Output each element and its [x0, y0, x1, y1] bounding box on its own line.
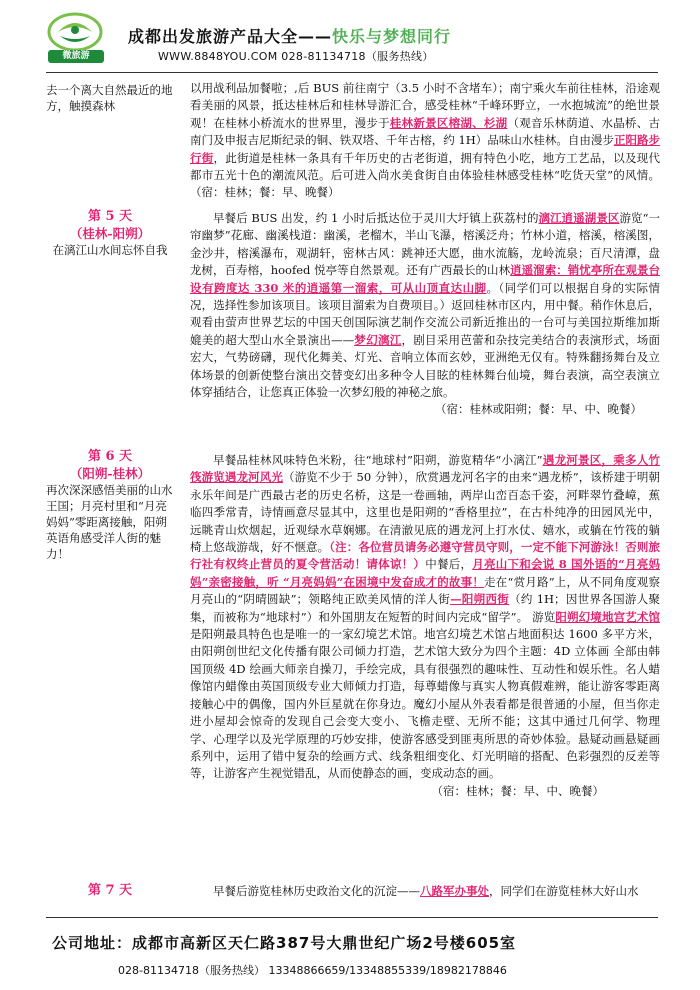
day6-highlight-art-museum: 阳朔幻境地宫艺术馆 — [555, 609, 660, 624]
day6-text-3: 中餐后， — [425, 557, 473, 572]
day5-text-2: 游览“一帘幽梦”花廊、幽溪栈道：幽溪，老榴木，半山飞瀑，榕溪泛舟；竹林小道，榕溪，榕溪图，金沙井，榕溪瀑布，观湖轩，密林古风：跳神还大愿，曲水流觞，龙岭流泉；百尺清潭，盘龙树，百寿榕，hoofed 悦亭等自然景观。还有广西最长的山林 — [190, 211, 661, 278]
day4-highlight-street: 正阳路步行街 — [190, 133, 661, 165]
day6-title: 第 6 天 — [87, 449, 133, 464]
day6-meal-note: （宿：桂林；餐：早、中、晚餐） — [431, 783, 604, 798]
day7-title: 第 7 天 — [87, 883, 133, 898]
day5-text-1: 早餐后 BUS 出发，约 1 小时后抵达位于灵川大圩镇上荻荔村的 — [213, 211, 539, 225]
day6-highlight-west-street: —阳朔西街 — [450, 592, 510, 607]
day5-text-4: ，剧目采用芭蕾和杂技完美结合的表演形式，场面宏大，气势磅礴，现代化舞美、灯光、音响立体而玄妙，亚洲绝无仅有。特殊翻扬舞台及立体场景的创新使整台演出交替变幻出多种令人目眩的桂林舞台仙境，舞台表演，高空表演立体穿插结合，让您真正体验一次梦幻般的神秘之旅。 — [190, 332, 661, 400]
brand-title — [128, 24, 451, 47]
day4-text-3: ，此街道是桂林一条具有千年历史的古老街道，拥有特色小吃，地方工艺品，以及现代都市五光十色的潮流风范。后可进入尚水美食街自由体验桂林感受桂林“吃货天堂”的风情。（宿：桂林；餐：早、晚餐） — [190, 150, 660, 200]
brand-subtitle: WWW.8848YOU.COM 028-81134718（服务热线） — [158, 50, 434, 63]
day5-highlight-show: 梦幻漓江 — [354, 332, 402, 347]
day5-title: 第 5 天 — [87, 209, 133, 224]
logo-text: 微旅游 — [48, 50, 104, 63]
brand-slogan: 快乐与梦想同行 — [332, 27, 452, 46]
day6-text-5: （约 1H；因世界各国游人聚集，而被称为“地球村”）和外国朋友在短暂的时间内完成“留学”。 游览 — [190, 592, 661, 624]
day7-text-2: ，同学们在游览桂林大好山水 — [489, 884, 639, 898]
footer-divider — [46, 917, 658, 918]
brand-title-main: 成都出发旅游产品大全—— — [128, 27, 333, 46]
day5-text-3: 。（同学们可以根据自身的实际情况，选择性参加该项目。该项目溜索为自费项目。）返回桂林市区内，用中餐。稍作休息后，观看由萤声世界艺坛的中国天创国际演艺制作交流公司新近推出的一台可与美国拉斯维加斯媲美的超大型山水全景演出—— — [190, 280, 660, 347]
day7-highlight-office: 八路军办事处 — [420, 884, 489, 898]
day4-description — [190, 80, 660, 202]
day4-text-1: 以用战利品加餐啦；,后 BUS 前往南宁（3.5 小时不含堵车）；南宁乘火车前往桂林，沿途观看美丽的风景，抵达桂林后和桂林导游汇合，感受桂林“千峰环野立，一水抱城流”的绝世景观！在桂林小桥流水的世界里，漫步于 — [190, 81, 660, 130]
day5-meal-note: （宿：桂林或阳朔；餐：早、中、晚餐） — [435, 402, 642, 417]
company-address: 公司地址：成都市高新区天仁路387号大鼎世纪广场2号楼605室 — [52, 934, 517, 952]
header-divider — [46, 72, 658, 73]
day6-text-4: 走在“赏月路”上，从不同角度观察月亮山的“阴晴圆缺”；领略纯正欧美风情的洋人街 — [190, 574, 660, 607]
day6-text-1: 早餐品桂林风味特色米粉，往“地球村”阳朔，游览精华“小漓江” — [213, 453, 543, 467]
day5-sidebar — [46, 208, 174, 258]
day5-description — [190, 210, 660, 419]
day4-side-note: 去一个离大自然最近的地方，触摸森林 — [46, 83, 173, 113]
day6-safety-warning: （注：各位营员请务必遵守营员守则，一定不能下河游泳！否则旅行社有权终止营员的夏令营活动！请体谅！） — [190, 540, 661, 572]
day5-route: （桂林-阳朔） — [69, 226, 151, 241]
day6-route: （阳朔-桂林） — [69, 466, 151, 481]
day6-text-2: （游览不少于 50 分钟），欣赏遇龙河名字的由来“遇龙桥”，该桥建于明朝永乐年间是广西最古老的历史名桥，这是一卷画轴，两岸山峦百态千姿，河畔翠竹叠嶂，蕉临四季常青，诗情画意尽显其中，这里也是阳朔的“香格里拉”，在古朴纯净的田园风光中，远眺青山炊烟起，近观绿水草娴娜。在清澈见底的遇龙河上打水仗、嬉水，或躺在竹筏的躺椅上悠哉游哉，好不惬意。 — [190, 470, 660, 555]
day5-highlight-zipline: 逍遥溜索：销忧亭所在观景台设有跨度达 330 米的逍遥第一溜索，可从山顶直达山脚 — [190, 263, 660, 295]
day6-side-note: 再次深深感悟美丽的山水王国；月亮村里和“月亮妈妈”零距离接触，阳朔英语角感受洋人街的魅力！ — [46, 483, 173, 561]
page-header — [0, 0, 700, 76]
day6-sidebar — [46, 448, 174, 562]
day6-highlight-river: 遇龙河景区，乘多人竹筏游览遇龙河风光 — [190, 453, 661, 485]
day5-side-note: 在漓江山水间忘怀自我 — [52, 243, 168, 257]
day6-text-6: 是阳朔最具特色也是唯一的一家幻境艺术馆。地宫幻境艺术馆占地面积达 1600 多平方米，由阳朔创世纪文化传播有限公司倾力打造，艺术馆大致分为四个主题：4D 立体画 全部由韩国顶级 4D 绘画大师亲自操刀，手绘完成，具有很强烈的趣味性、互动性和娱乐性。名人蜡像馆内蜡像由英国顶级专业大师倾力打造，每尊蜡像与真实人物真假难辨，能让游客零距离接触心中的偶像，国内外巨星就在你身边。魔幻小屋从外表看都是很普通的小屋，但当你走进小屋却会惊奇的发现自己会变大变小、飞檐走壁、无所不能；这其中通过几何学、物理学、心理学以及光学原理的巧妙安排，使游客感受到匪夷所思的奇妙体验。悬疑动画悬疑画系列中，运用了错中复杂的绘画方式、线条粗细变化、灯光明暗的搭配、色彩强烈的反差等等，让游客产生视觉错乱，从而使静态的画，变成动态的画。 — [190, 627, 660, 781]
day6-highlight-moon-mother: 月亮山下和会说 8 国外语的“月亮妈妈”亲密接触，听 “月亮妈妈”在困境中发奋成才的故事！ — [190, 557, 661, 589]
day5-highlight-lake: 漓江逍遥湖景区 — [538, 211, 620, 225]
day7-text-1: 早餐后游览桂林历史政治文化的沉淀—— — [213, 884, 420, 898]
company-phones: 028-81134718（服务热线） 13348866659/13348855339/18982178846 — [118, 964, 507, 977]
day4-highlight-lakes: 桂林新景区榕湖、杉湖 — [389, 115, 508, 130]
day7-description — [190, 883, 660, 900]
day6-description — [190, 452, 660, 800]
day4-text-2: （观音乐林荫道、水晶桥、古南门及申报吉尼斯纪录的铜、铁双塔、千年古榕，约 1H）品味山水桂林。自由漫步 — [190, 115, 661, 148]
day7-sidebar — [46, 882, 174, 899]
